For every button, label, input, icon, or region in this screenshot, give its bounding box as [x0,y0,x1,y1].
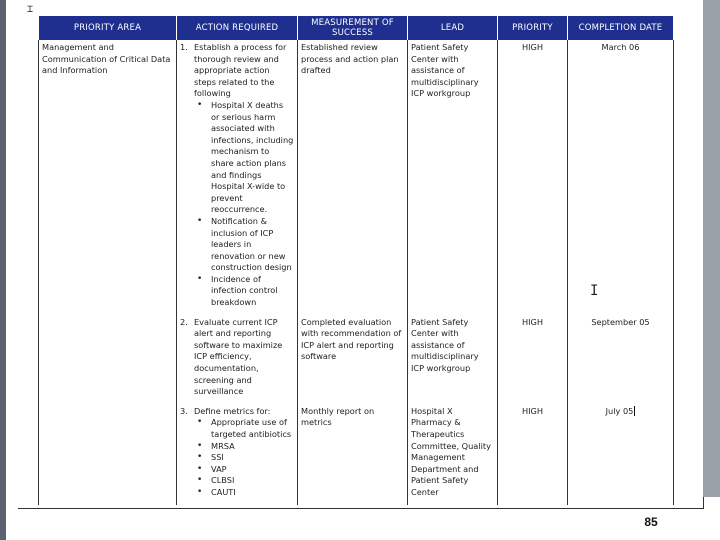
action-bullet-list [194,100,294,309]
corner-mark-icon: ⌶ [27,4,34,15]
ibeam-cursor-icon: I [590,283,599,299]
header-completion-date: COMPLETION DATE [568,16,674,40]
priority-area-cell: Management and Communication of Critical Data and Information [39,40,177,315]
header-priority: PRIORITY [498,16,568,40]
header-priority-area: PRIORITY AREA [39,16,177,40]
header-lead: LEAD [408,16,498,40]
list-item: • SSI [194,452,294,464]
left-window-edge [0,0,6,540]
lead-cell: Hospital X Pharmacy & Therapeutics Committee, Quality Management Department and Patient Safety Center [408,404,498,505]
header-action-required: ACTION REQUIRED [177,16,298,40]
list-item: • Hospital X deaths or serious harm associated with infections, including mechanism to share action plans and findings Hospital X-wide to prevent reoccurrence. [194,100,294,216]
completion-date-cell: March 06 [568,40,674,315]
list-item: • Incidence of infection control breakdown [194,274,294,309]
lead-cell: Patient Safety Center with assistance of multidisciplinary ICP workgroup [408,315,498,404]
action-bullet-list [194,417,294,498]
action-cell [177,315,298,404]
page-number: 85 [644,515,658,529]
completion-date-text[interactable]: July 05 [605,405,634,416]
priority-cell: HIGH [498,315,568,404]
measurement-cell: Completed evaluation with recommendation of ICP alert and reporting software [298,315,408,404]
table-row [39,404,674,505]
table-header-row [39,16,674,40]
action-number: 3. [180,405,188,416]
action-number: 1. [180,42,188,52]
action-number: 2. [180,316,188,327]
priority-area-cell [39,315,177,404]
list-item: • VAP [194,464,294,476]
measurement-cell: Monthly report on metrics [298,404,408,505]
list-item: • MRSA [194,441,294,453]
list-item: • CLBSI [194,475,294,487]
measurement-cell: Established review process and action plan drafted [298,40,408,315]
action-text: Evaluate current ICP alert and reporting software to maximize ICP efficiency, documentation, screening and surveillance [194,316,283,397]
completion-date-cell[interactable] [568,404,674,505]
table-row [39,315,674,404]
priority-cell: HIGH [498,404,568,505]
header-measurement-of-success: MEASUREMENT OF SUCCESS [298,16,408,40]
lead-cell: Patient Safety Center with assistance of multidisciplinary ICP workgroup [408,40,498,315]
list-item: • Appropriate use of targeted antibiotics [194,417,294,440]
right-margin-band [703,0,720,497]
list-item: • Notification & inclusion of ICP leaders in renovation or new construction design [194,216,294,274]
list-item: • CAUTI [194,487,294,499]
priority-cell: HIGH [498,40,568,315]
action-plan-table [38,16,674,505]
priority-area-cell [39,404,177,505]
action-text: Define metrics for: [194,405,271,416]
action-cell [177,40,298,315]
text-caret [634,406,635,416]
completion-date-cell: September 05 [568,315,674,404]
action-text: Establish a process for thorough review and appropriate action steps related to the following [194,42,287,99]
action-cell [177,404,298,505]
table-row [39,40,674,315]
